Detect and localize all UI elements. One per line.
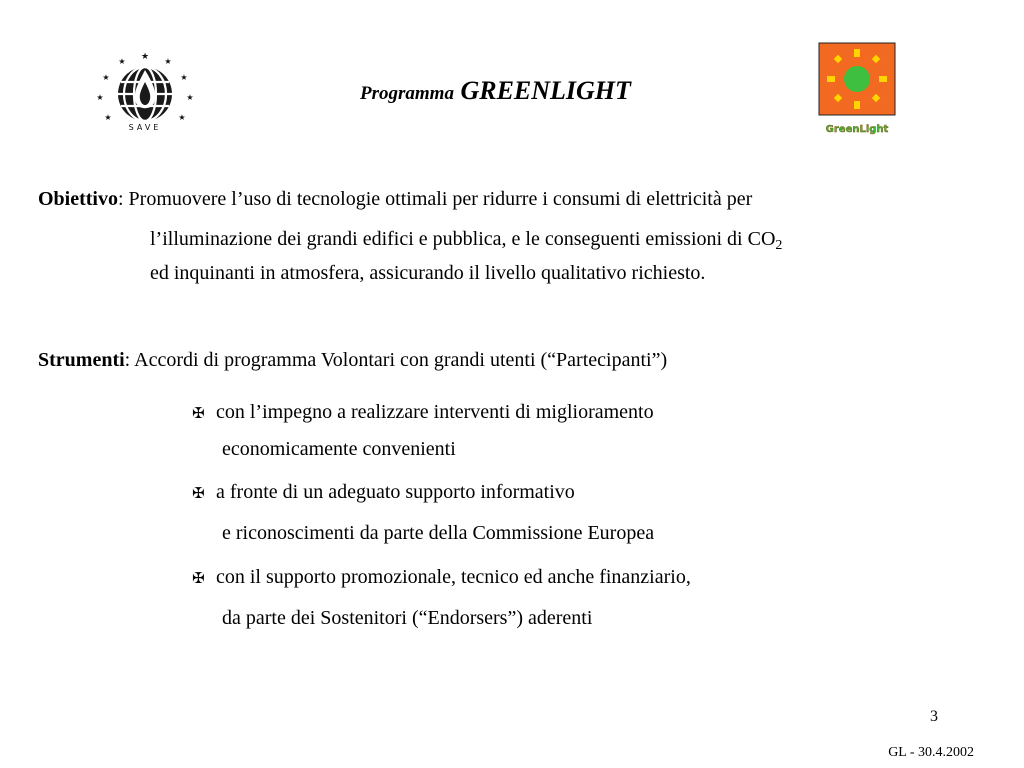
objective-label: Obiettivo [38, 188, 118, 210]
co2-subscript: 2 [775, 238, 783, 253]
save-logo [92, 50, 198, 134]
list-item-continuation [222, 438, 456, 461]
greenlight-sun-icon [818, 42, 898, 138]
bullet-text: economicamente convenienti [222, 438, 456, 460]
title-prefix: Programma [360, 83, 454, 104]
tools-label: Strumenti [38, 349, 125, 371]
svg-text:★: ★ [96, 93, 104, 102]
objective-line-1 [38, 187, 752, 211]
svg-text:★: ★ [118, 57, 126, 66]
bullet-cross-icon: ✠ [192, 569, 205, 587]
objective-line-3 [150, 261, 705, 285]
svg-text:GreenLight: GreenLight [825, 124, 889, 135]
svg-text:★: ★ [180, 73, 188, 82]
svg-text:★: ★ [104, 113, 112, 122]
svg-text:★: ★ [186, 93, 194, 102]
bullet-text: con il supporto promozionale, tecnico ed anche finanziario, [216, 566, 691, 588]
objective-text-1: : Promuovere l’uso di tecnologie ottimali per ridurre i consumi di elettricità per [118, 188, 753, 210]
svg-text:★: ★ [140, 51, 150, 61]
list-item [192, 401, 654, 424]
page-title [360, 76, 631, 106]
title-main: GREENLIGHT [460, 76, 631, 105]
bullet-text: da parte dei Sostenitori (“Endorsers”) aderenti [222, 607, 593, 629]
objective-text-3: ed inquinanti in atmosfera, assicurando il livello qualitativo richiesto. [150, 262, 706, 284]
svg-text:SAVE: SAVE [128, 123, 162, 132]
svg-text:★: ★ [178, 113, 186, 122]
list-item [192, 481, 575, 504]
save-emblem-icon [92, 50, 198, 134]
footer-code: GL - 30.4.2002 [888, 745, 974, 760]
svg-text:★: ★ [102, 73, 110, 82]
bullet-text: e riconoscimenti da parte della Commissione Europea [222, 522, 655, 544]
tools-line [38, 348, 667, 372]
bullet-text: con l’impegno a realizzare interventi di miglioramento [216, 401, 654, 423]
objective-text-2: l’illuminazione dei grandi edifici e pubblica, e le conseguenti emissioni di CO [150, 228, 776, 250]
greenlight-logo [818, 42, 898, 138]
page-number: 3 [930, 708, 938, 725]
list-item-continuation [222, 607, 592, 630]
tools-text: : Accordi di programma Volontari con grandi utenti (“Partecipanti”) [124, 349, 668, 371]
bullet-text: a fronte di un adeguato supporto informativo [216, 481, 575, 503]
svg-text:★: ★ [164, 57, 172, 66]
objective-line-2 [150, 227, 782, 255]
list-item [192, 566, 691, 589]
bullet-cross-icon: ✠ [192, 484, 205, 502]
bullet-cross-icon: ✠ [192, 404, 205, 422]
list-item-continuation [222, 522, 654, 545]
